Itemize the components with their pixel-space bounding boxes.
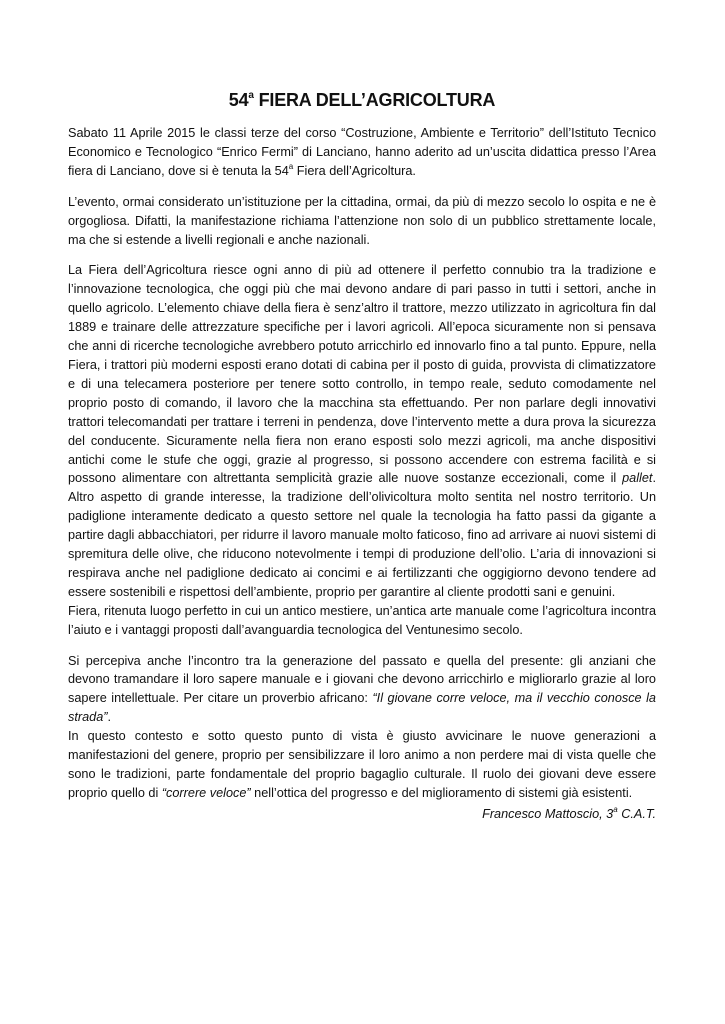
paragraph-avanguardia: Fiera, ritenuta luogo perfetto in cui un antico mestiere, un’antica arte manuale come l’agricoltura incontra l’aiuto e i vantaggi proposti dall’avanguardia tecnologica del Ventunesimo secolo.	[68, 603, 656, 637]
author-signature: Francesco Mattoscio, 3$^a$ C.A.T.	[482, 804, 656, 821]
document-title: 54$^a$ FIERA DELL’AGRICOLTURA	[228, 90, 496, 110]
paragraph-fiera: La Fiera dell’Agricoltura riesce ogni anno di più ad ottenere il perfetto connubio tra la tradizione e l’innovazione tecnologica, che oggi più che mai devono andare di pari passo in tutti i settori, anche in quello agricolo. L’elemento chiave della fiera è senz’altro il trattore, mezzo utilizzato in agricoltura fin dal 1889 e trainare delle attrezzature specifiche per i lavori agricoli. All’epoca sicuramente non si pensava che anni di ricerche tecnologiche avrebbero potuto arricchirlo ed innovarlo fino a tal punto. Eppure, nella Fiera, i trattori più moderni esposti erano dotati di cabina per il posto di guida, provvista di climatizzatore e di una telecamera posteriore per tenere sotto controllo, in tempo reale, seduto comodamente nel proprio posto di comando, il lavoro che la macchina sta effettuando. Per non parlare degli innovativi trattori telecomandati per trattare i terreni in pendenza, dove l’intervento mette a dura prova la sicurezza del conducente. Sicuramente nella fiera non erano esposti solo mezzi agricoli, ma anche dispositivi antichi come le stufe che oggi, grazie al progresso, si possono accendere con estrema facilità e si possono alimentare con altrettanta semplicità grazie alle nuove sostanze eccezionali, come il pallet. Altro aspetto di grande interesse, la tradizione dell’olivicoltura molto sentita nel nostro territorio. Un padiglione interamente dedicato a questo settore nel quale la tecnologia ha fatto passi da gigante a partire dagli abbacchiatori, per ridurre il lavoro manuale molto faticoso, fino ad arrivare ai nuovi sistemi di spremitura delle olive, che riducono notevolmente i tempi di produzione dell’olio. L’aria di innovazioni si respirava anche nel padiglione dedicato ai concimi e ai fertilizzanti che oggigiorno devono tendere ad essere sostenibili e rispettosi dell’ambiente, proprio per garantire al cliente prodotti sani e genuini.	[68, 263, 656, 599]
paragraph-conclusione: In questo contesto e sotto questo punto di vista è giusto avvicinare le nuove generazioni a manifestazioni del genere, proprio per sensibilizzare il loro animo a non perdere mai di vista quelle che sono le tradizioni, parte fondamentale del proprio bagaglio culturale. Il ruolo dei giovani deve essere proprio quello di “correre veloce” nell’ottica del progresso e del miglioramento di sistemi già esistenti.	[68, 729, 656, 800]
paragraph-generazioni: Si percepiva anche l’incontro tra la generazione del passato e quella del presente: gli anziani che devono tramandare il loro sapere manuale e i giovani che devono arricchirlo e migliorarlo grazie al loro sapere intellettuale. Per citare un proverbio africano: “Il giovane corre veloce, ma il vecchio conosce la strada”.	[68, 653, 656, 725]
document-page	[68, 88, 656, 824]
paragraph-evento: L’evento, ormai considerato un’istituzione per la cittadina, ormai, da più di mezzo secolo lo ospita e ne è orgogliosa. Difatti, la manifestazione richiama l’attenzione non solo di un pubblico strettamente locale, ma che si estende a livelli regionali e anche nazionali.	[68, 194, 656, 247]
paragraph-intro: Sabato 11 Aprile 2015 le classi terze del corso “Costruzione, Ambiente e Territorio” dell’Istituto Tecnico Economico e Tecnologico “Enrico Fermi” di Lanciano, hanno aderito ad un’uscita didattica presso l’Area fiera di Lanciano, dove si è tenuta la 54$^a$ Fiera dell’Agricoltura.	[68, 126, 656, 178]
